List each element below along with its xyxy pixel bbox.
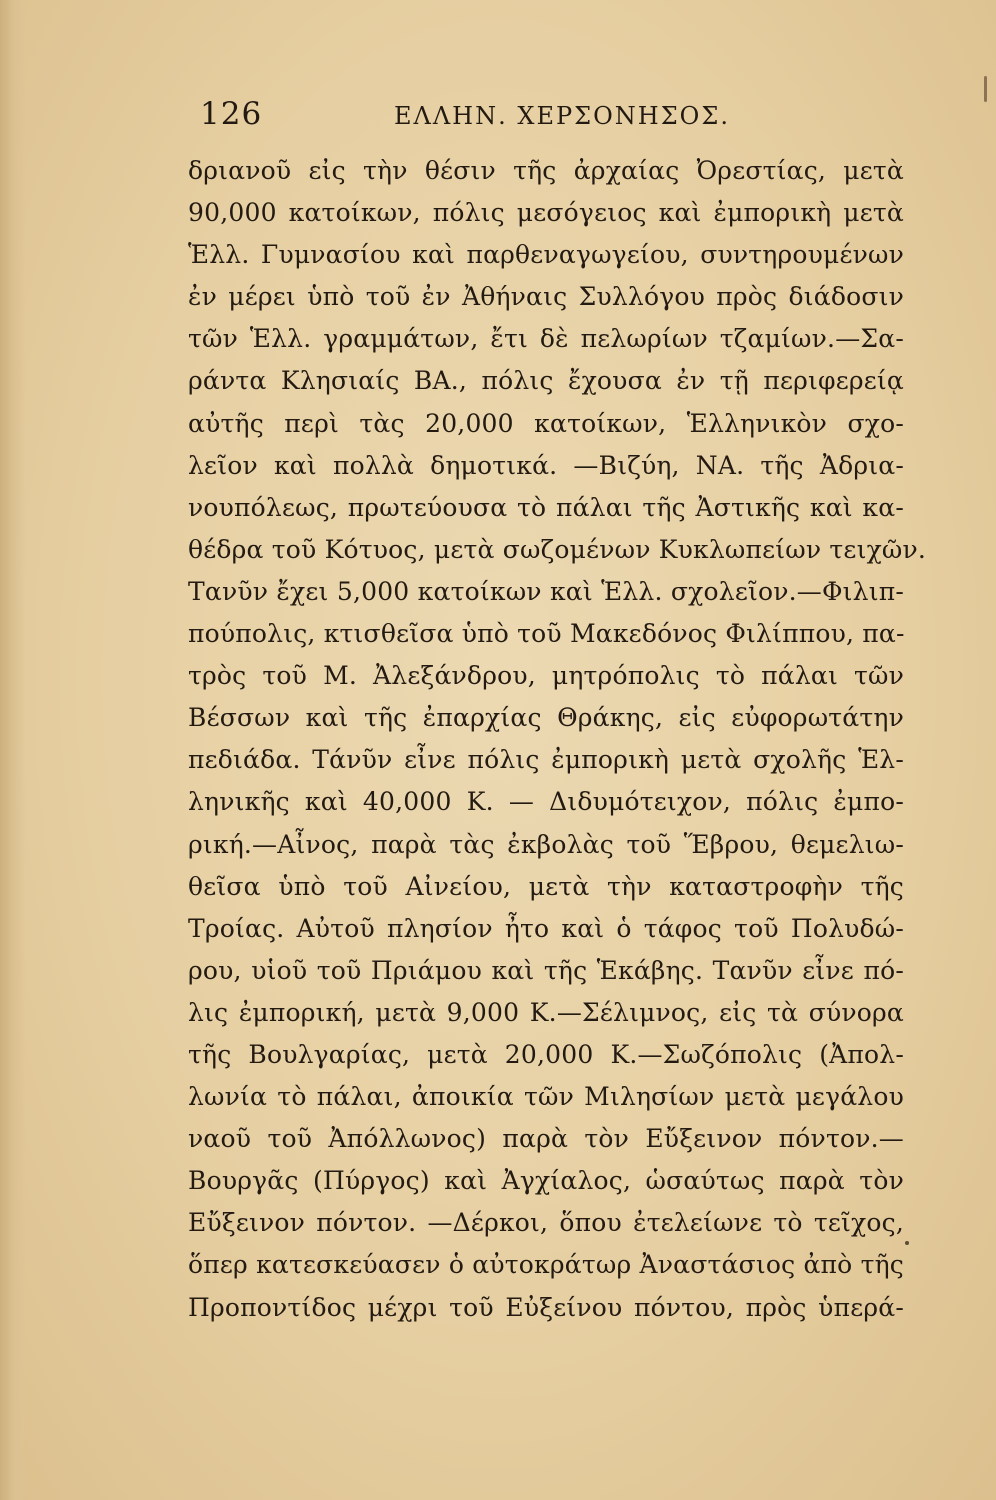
text-line: ὅπερ κατεσκεύασεν ὁ αὐτοκράτωρ Ἀναστάσιος ἀπὸ τῆς <box>188 1250 904 1280</box>
running-title: ΕΛΛΗΝ. ΧΕΡΣΟΝΗΣΟΣ. <box>394 102 730 130</box>
text-line: ναοῦ τοῦ Ἀπόλλωνος) παρὰ τὸν Εὔξεινον πόντον.— <box>188 1124 904 1154</box>
text-line: θέδρα τοῦ Κότυος, μετὰ σωζομένων Κυκλωπείων τειχῶν. <box>188 534 927 564</box>
body-text <box>188 150 927 1329</box>
text-line: νουπόλεως, πρωτεύουσα τὸ πάλαι τῆς Ἀστικῆς καὶ κα- <box>188 492 904 522</box>
text-line: Ἑλλ. Γυμνασίου καὶ παρθεναγωγείου, συντηρουμένων <box>188 240 904 270</box>
text-line: θεῖσα ὑπὸ τοῦ Αἰνείου, μετὰ τὴν καταστροφὴν τῆς <box>188 871 904 901</box>
ink-speck <box>905 1241 909 1245</box>
text-line: λεῖον καὶ πολλὰ δημοτικά. —Βιζύη, ΝΑ. τῆς Ἀδρια- <box>188 450 904 480</box>
text-line: αὐτῆς περὶ τὰς 20,000 κατοίκων, Ἑλληνικὸν σχο- <box>188 408 904 438</box>
text-line: τῆς Βουλγαρίας, μετὰ 20,000 Κ.—Σωζόπολις (Ἀπολ- <box>188 1039 904 1069</box>
text-line: πούπολις, κτισθεῖσα ὑπὸ τοῦ Μακεδόνος Φιλίππου, πα- <box>188 619 905 649</box>
text-line: τρὸς τοῦ Μ. Ἀλεξάνδρου, μητρόπολις τὸ πάλαι τῶν <box>188 661 904 691</box>
text-line: πεδιάδα. Τάνῦν εἶνε πόλις ἐμπορικὴ μετὰ σχολῆς Ἑλ- <box>188 745 904 775</box>
text-line: 90,000 κατοίκων, πόλις μεσόγειος καὶ ἐμπορικὴ μετὰ <box>188 198 904 228</box>
text-line: Βουργᾶς (Πύργος) καὶ Ἀγχίαλος, ὡσαύτως παρὰ τὸν <box>188 1166 904 1196</box>
text-line: Εὔξεινον πόντον. —Δέρκοι, ὅπου ἐτελείωνε τὸ τεῖχος, <box>188 1208 904 1238</box>
text-line: ἐν μέρει ὑπὸ τοῦ ἐν Ἀθήναις Συλλόγου πρὸς διάδοσιν <box>188 282 904 312</box>
paper-mark <box>984 76 987 102</box>
text-line: ρου, υἱοῦ τοῦ Πριάμου καὶ τῆς Ἑκάβης. Τανῦν εἶνε πό- <box>188 955 904 985</box>
text-line: τῶν Ἑλλ. γραμμάτων, ἔτι δὲ πελωρίων τζαμίων.—Σα- <box>188 324 904 354</box>
text-line: λωνία τὸ πάλαι, ἀποικία τῶν Μιλησίων μετὰ μεγάλου <box>188 1082 904 1112</box>
text-line: λις ἐμπορική, μετὰ 9,000 Κ.—Σέλιμνος, εἰς τὰ σύνορα <box>188 997 904 1027</box>
text-line: ράντα Κλησιαίς ΒΑ., πόλις ἔχουσα ἐν τῇ περιφερείᾳ <box>188 366 904 396</box>
text-line: δριανοῦ εἰς τὴν θέσιν τῆς ἀρχαίας Ὀρεστίας, μετὰ <box>188 156 904 185</box>
text-line: Τροίας. Αὐτοῦ πλησίον ἦτο καὶ ὁ τάφος τοῦ Πολυδώ- <box>188 913 904 943</box>
text-line: ρική.—Αἶνος, παρὰ τὰς ἐκβολὰς τοῦ Ἕβρου, θεμελιω- <box>188 829 904 859</box>
text-line: ληνικῆς καὶ 40,000 Κ. — Διδυμότειχον, πόλις ἐμπο- <box>188 787 904 817</box>
page-header <box>200 96 904 142</box>
page-binding-edge <box>0 0 26 1500</box>
text-line: Βέσσων καὶ τῆς ἐπαρχίας Θράκης, εἰς εὐφορωτάτην <box>188 703 904 733</box>
page-number: 126 <box>200 96 263 132</box>
text-line: Τανῦν ἔχει 5,000 κατοίκων καὶ Ἑλλ. σχολεῖον.—Φιλιπ- <box>188 576 904 606</box>
text-line: Προποντίδος μέχρι τοῦ Εὐξείνου πόντου, πρὸς ὑπερά- <box>188 1292 904 1322</box>
